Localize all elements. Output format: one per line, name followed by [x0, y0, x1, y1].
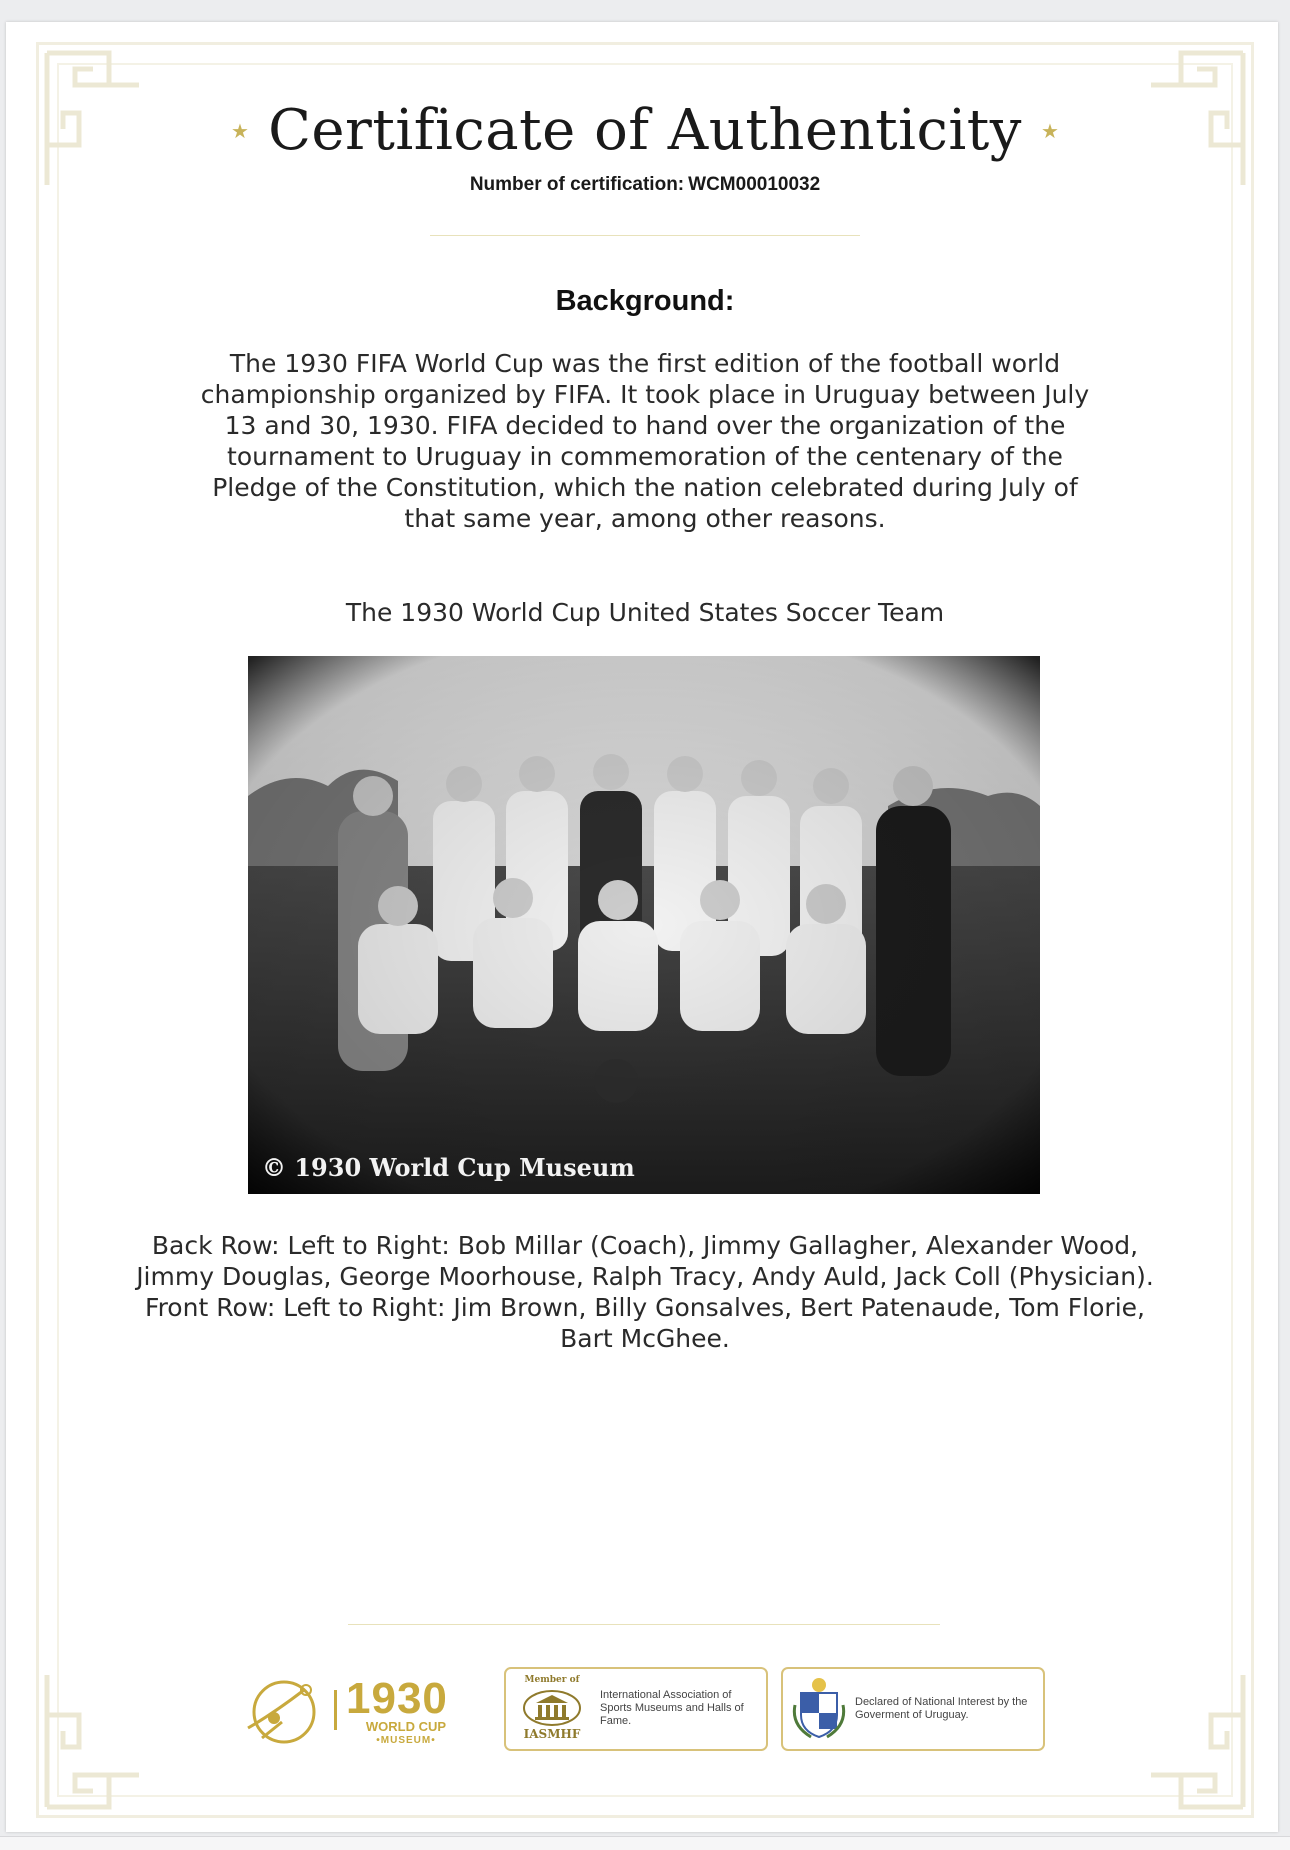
uruguay-badge	[781, 1667, 1045, 1751]
iasmhf-emblem	[516, 1675, 588, 1743]
title-row	[0, 98, 1290, 168]
corner-ornament	[1141, 1665, 1251, 1815]
star-icon: ★	[1041, 118, 1059, 143]
museum-logo-year: 1930	[346, 1674, 448, 1723]
photo-credit: © 1930 World Cup Museum	[262, 1153, 635, 1182]
divider	[348, 1624, 940, 1625]
photo-caption: The 1930 World Cup United States Soccer Team	[345, 598, 945, 627]
building-icon	[516, 1683, 588, 1733]
certification-number-value: WCM00010032	[688, 174, 821, 195]
text-line: 13 and 30, 1930. FIFA decided to hand over the organization of the	[224, 411, 1066, 440]
uruguay-coat-of-arms-icon	[791, 1675, 847, 1741]
text-line: Front Row: Left to Right: Jim Brown, Billy Gonsalves, Bert Patenaude, Tom Florie,	[145, 1293, 1145, 1322]
page-title: Certificate of Authenticity	[268, 98, 1022, 163]
museum-logo-subtitle	[356, 1720, 456, 1748]
football-player-icon	[244, 1678, 324, 1748]
certification-number-label: Number of certification:	[469, 174, 685, 195]
museum-logo	[244, 1672, 470, 1752]
text-line: championship organized by FIFA. It took place in Uruguay between July	[200, 380, 1090, 409]
iasmhf-badge-text: International Association of Sports Museums and Halls of Fame.	[600, 1689, 744, 1727]
emblem-bottom-text: IASMHF	[523, 1727, 581, 1741]
next-page-edge	[0, 1836, 1290, 1850]
text-line: Back Row: Left to Right: Bob Millar (Coach), Jimmy Gallagher, Alexander Wood,	[151, 1231, 1139, 1260]
logo-separator	[334, 1690, 337, 1730]
star-icon: ★	[231, 118, 249, 143]
text-line: tournament to Uruguay in commemoration of the centenary of the	[227, 442, 1063, 471]
corner-ornament	[39, 1665, 149, 1815]
divider	[430, 235, 860, 236]
roster-text	[120, 1230, 1170, 1354]
emblem-top-text: Member of	[524, 1675, 580, 1685]
museum-logo-line1: WORLD CUP	[365, 1719, 447, 1734]
background-text	[190, 348, 1100, 534]
background-heading: Background:	[555, 285, 735, 317]
text-line: Jimmy Douglas, George Moorhouse, Ralph Tracy, Andy Auld, Jack Coll (Physician).	[136, 1262, 1154, 1291]
text-line: The 1930 FIFA World Cup was the first edition of the football world	[229, 349, 1061, 378]
text-line: Pledge of the Constitution, which the nation celebrated during July of	[212, 473, 1078, 502]
text-line: Bart McGhee.	[560, 1324, 730, 1353]
uruguay-badge-text: Declared of National Interest by the Goverment of Uruguay.	[855, 1696, 1028, 1721]
team-photo	[248, 656, 1040, 1194]
iasmhf-badge	[504, 1667, 768, 1751]
museum-logo-line2: •MUSEUM•	[376, 1735, 436, 1746]
text-line: that same year, among other reasons.	[404, 504, 886, 533]
certification-number	[0, 174, 1290, 196]
